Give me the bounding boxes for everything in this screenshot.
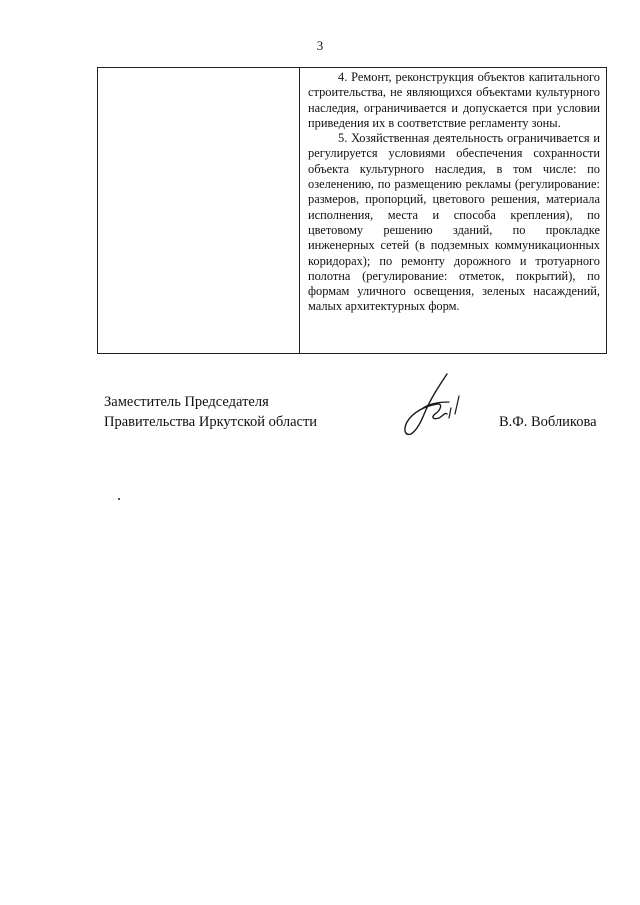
signatory-title-line-2: Правительства Иркутской области [104,414,318,430]
paragraph-item-5: 5. Хозяйственная деятельность ограничивается и регулируется условиями обеспечения сохранности объекта культурного наследия, в том числе: по озеленению, по размещению рекламы (регулирование: размеров, пропорций, цветового решения, материала исполнения, места и способа крепления), по цветовому решению зданий, по прокладке инженерных сетей (в подземных коммуникационных коридорах); по ремонту дорожного и тротуарного полотна (регулирование: отметок, покрытий), по формам уличного освещения, зеленых насаждений, малых архитектурных форм. [308,131,600,314]
signatory-name: В.Ф. Вобликова [499,414,597,430]
paragraph-item-4: 4. Ремонт, реконструкция объектов капитального строительства, не являющихся объектами культурного наследия, ограничивается и допускается при условии приведения их в соответствие регламенту зоны. [308,70,600,130]
table-cell-left [98,68,300,354]
regulation-table [97,67,607,354]
table-row [98,68,607,354]
page-number: 3 [316,38,324,53]
signatory-title-line-1: Заместитель Председателя [104,394,269,410]
scan-speck [118,498,120,500]
table-cell-right [300,68,607,354]
handwritten-signature [395,368,473,440]
signature-block [104,392,604,432]
